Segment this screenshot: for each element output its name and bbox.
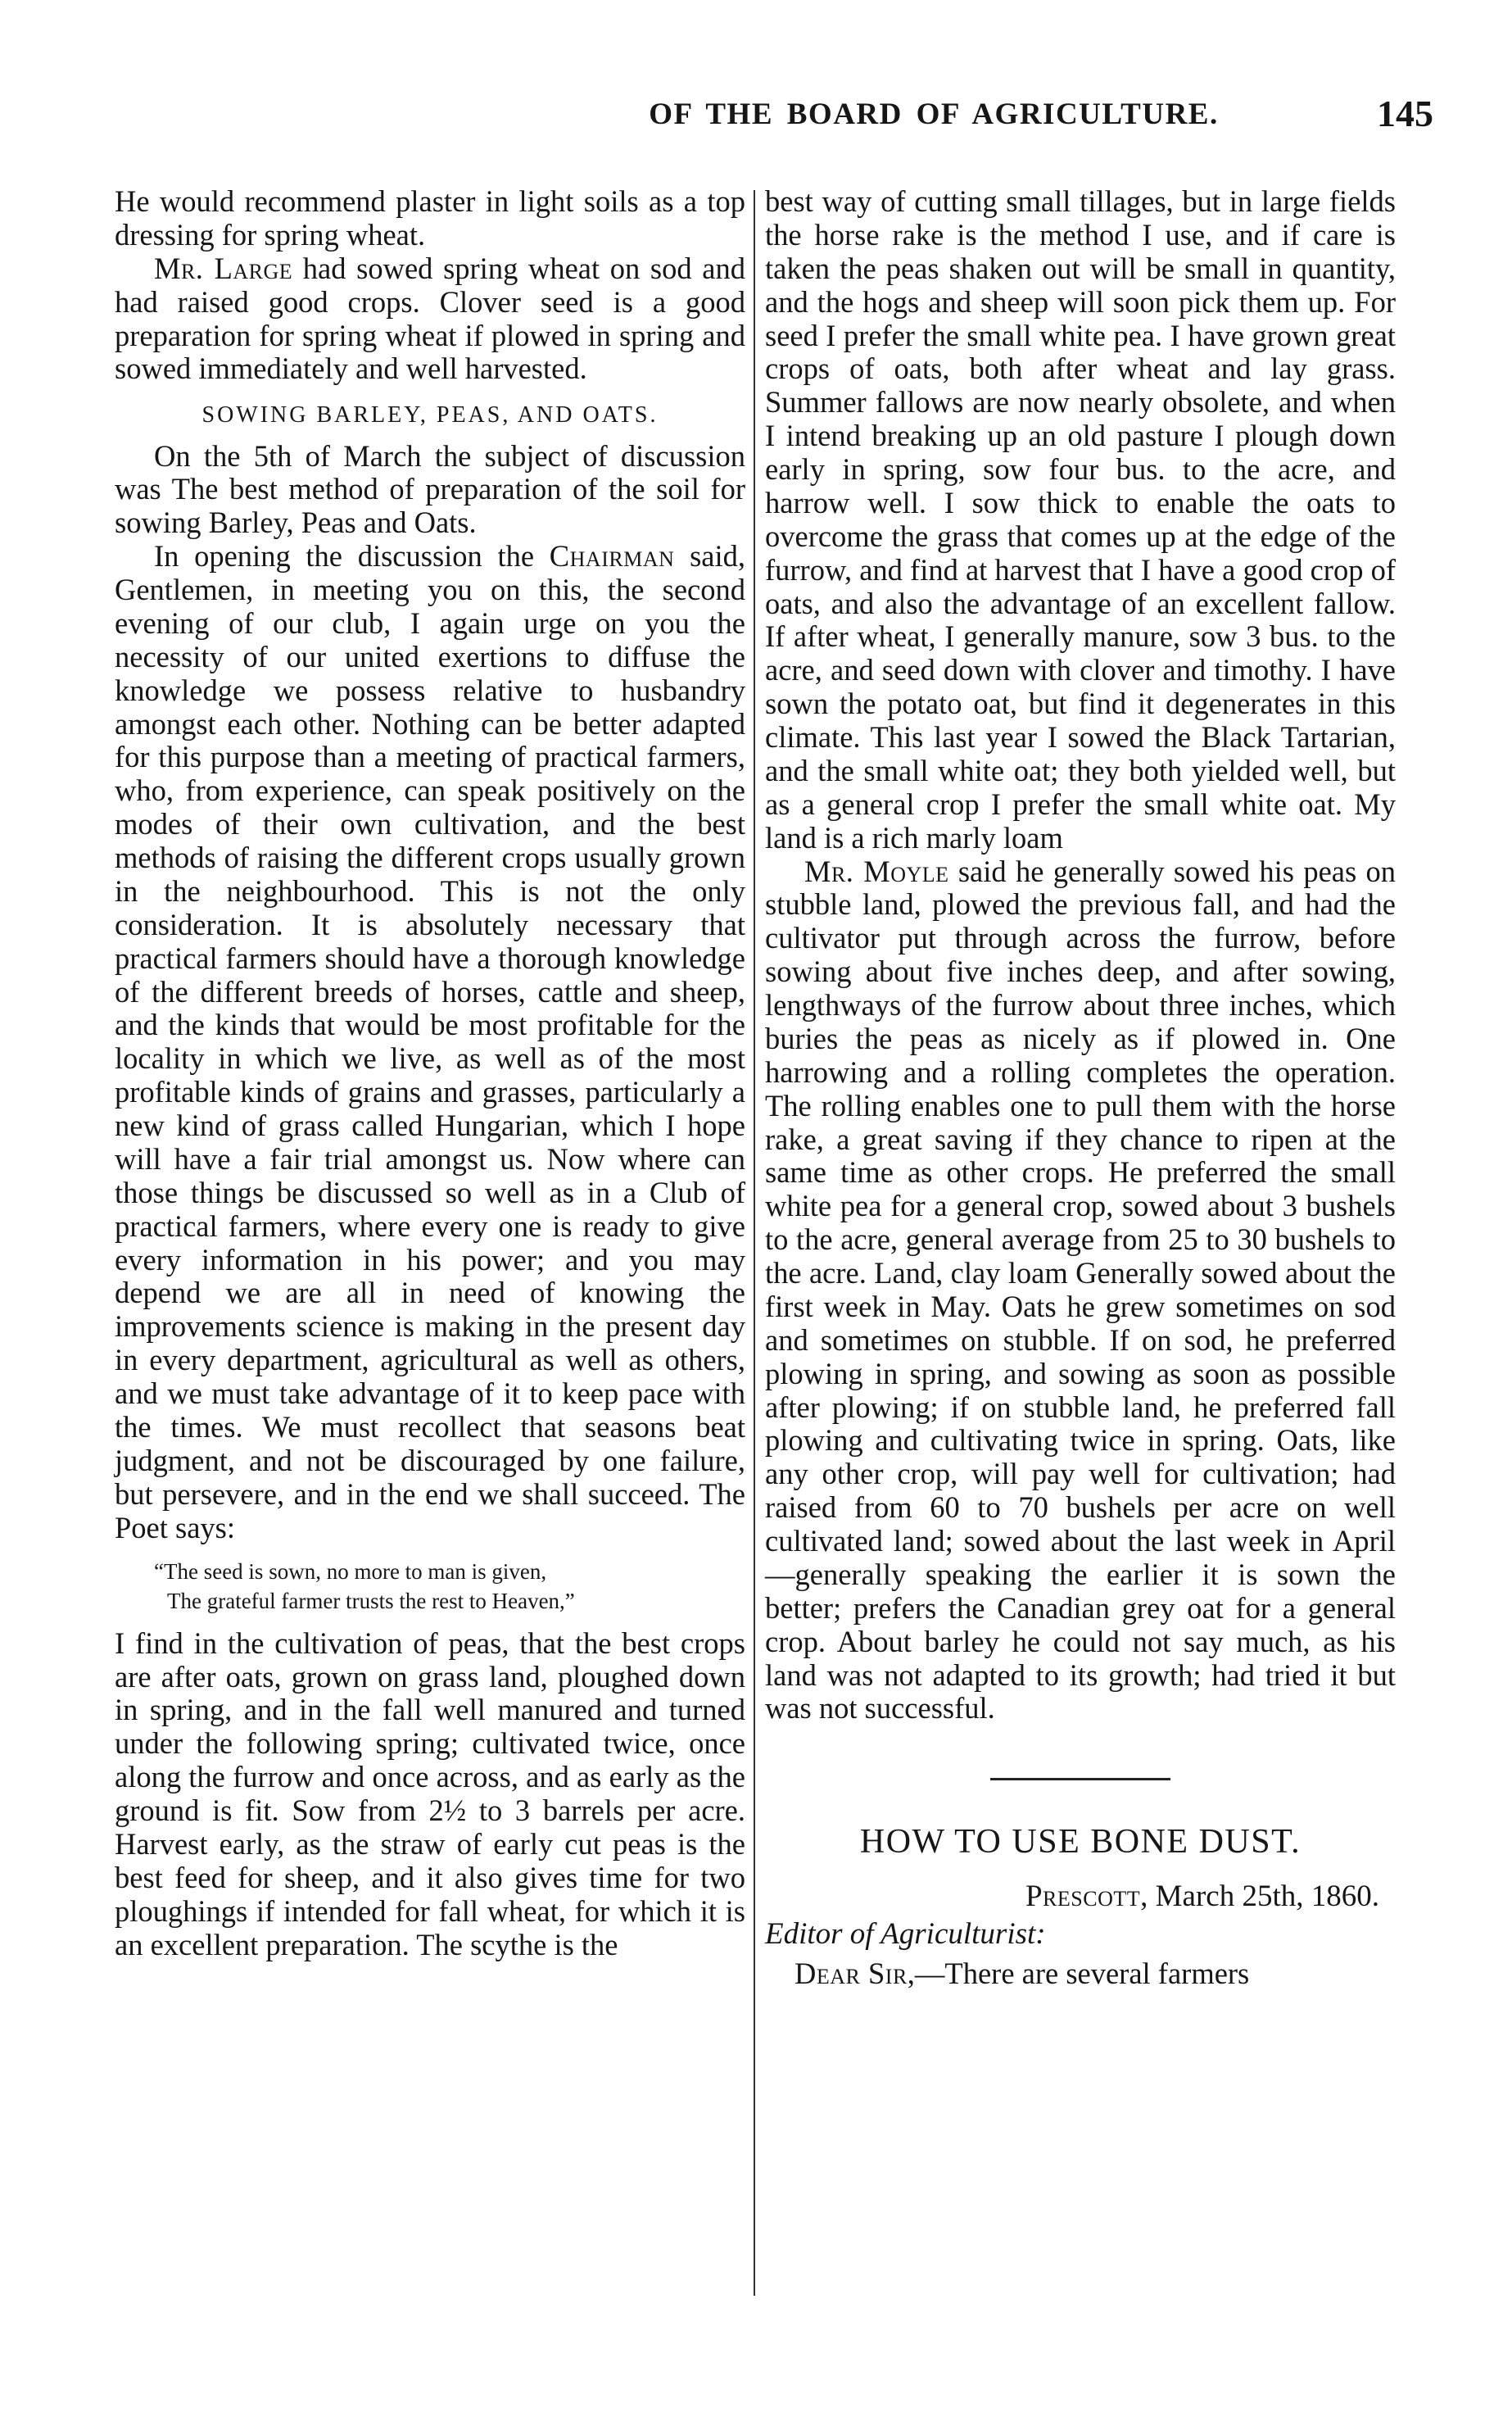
paragraph-text: said, Gentlemen, in meeting you on this, the second evening of our club, I again urge on you the necessity of our united exertions to diffuse the knowledge we possess relative to husbandry amongst each other. Nothing can be better adapted for this purpose than a meeting of practical farmers, who, from experience, can speak positively on the modes of their own cultivation, and the best methods of raising the different crops usually grown in the neighbourhood. This is not the only consideration. It is absolutely necessary that practical farmers should have a thorough knowledge of the different breeds of horses, cattle and sheep, and the kinds that would be most profitable for the locality in which we live, as well as of the most profitable kinds of grains and grasses, particularly a new kind of grass called Hungarian, which I hope will have a fair trial amongst us. Now where can those things be discussed so well as in a Club of practical farmers, where every one is ready to give every information in his power; and you may depend we are all in need of knowing the improvements science is making in the present day in every department, agricultural as well as others, and we must take advantage of it to keep pace with the times. We must recollect that seasons beat judgment, and not be discouraged by one failure, but persevere, and in the end we shall succeed. The Poet says:: [115, 539, 745, 1544]
paragraph-text: said he generally sowed his peas on stubble land, plowed the previous fall, and had the cultivator put through across the furrow, before sowing about five inches deep, and after sowing, lengthways of the furrow about three inches, which buries the peas as nicely as if plowed in. One harrowing and a rolling completes the operation. The rolling enables one to pull them with the horse rake, a great saving if they chance to ripen at the same time as other crops. He preferred the small white pea for a general crop, sowed about 3 bushels to the acre, general average from 25 to 30 bushels to the acre. Land, clay loam Generally sowed about the first week in May. Oats he grew sometimes on sod and sometimes on stubble. If on sod, he preferred plowing in spring, and sowing as soon as possible after plowing; if on stubble land, he preferred fall plowing and cultivating twice in spring. Oats, like any other crop, will pay well for cultivation; had raised from 60 to 70 bushels per acre on well cultivated land; sowed about the last week in April—generally speaking the earlier it is sown the better; prefers the Canadian grey oat for a general crop. About barley he could not say much, as his land was not adapted to its growth; had tried it but was not successful.: [765, 854, 1396, 1725]
salutation: Dear Sir: [794, 1957, 908, 1991]
paragraph-continued: best way of cutting small tillages, but in large fields the horse rake is the method I use, and if care is taken the peas shaken out will be small in quantity, and the hogs and sheep will soon pick them up. For seed I prefer the small white pea. I have grown great crops of oats, both after wheat and lay grass. Summer fallows are now nearly obsolete, and when I intend breaking up an old pasture I plough down early in spring, sow four bus. to the acre, and harrow well. I sow thick to enable the oats to overcome the grass that comes up at the edge of the furrow, and find at harvest that I have a good crop of oats, and also the advantage of an excellent fallow. If after wheat, I generally manure, sow 3 bus. to the acre, and seed down with clover and timothy. I have sown the potato oat, but find it degenerates in this climate. This last year I sowed the Black Tartarian, and the small white oat; they both yielded well, but as a general crop I prefer the small white oat. My land is a rich marly loam: [765, 184, 1396, 855]
speaker-name: Chairman: [549, 539, 675, 574]
paragraph-peas-cultivation: I find in the cultivation of peas, that the best crops are after oats, grown on grass land, ploughed down in spring, and in the fall well manured and turned under the following spring; cultivated twice, once along the furrow and once across, and as early as the ground is fit. Sow from 2½ to 3 barrels per acre. Harvest early, as the straw of early cut peas is the best feed for sheep, and it also gives time for two ploughings if intended for fall wheat, for which it is an excellent preparation. The scythe is the: [115, 1626, 745, 1961]
paragraph-mr-large: [115, 252, 745, 387]
paragraph-chairman: [115, 540, 745, 1544]
speaker-name: Mr. Large: [154, 251, 293, 285]
running-title: OF THE BOARD OF AGRICULTURE.: [649, 97, 1219, 131]
article-title: HOW TO USE BONE DUST.: [859, 1823, 1301, 1861]
dateline: [765, 1880, 1396, 1913]
left-column: [115, 185, 745, 1961]
paragraph-lead: In opening the discussion the: [154, 539, 550, 574]
dateline-place: Prescott: [1025, 1880, 1141, 1914]
poem-quote: [115, 1558, 745, 1615]
section-heading: SOWING BARLEY, PEAS, AND OATS.: [201, 402, 659, 429]
speaker-name: Mr. Moyle: [804, 854, 949, 888]
dateline-date: , March 25th, 1860.: [1140, 1880, 1379, 1914]
paragraph-discussion-topic: On the 5th of March the subject of discussion was The best method of preparation of the soil for sowing Barley, Peas and Oats.: [115, 438, 745, 540]
poem-line: “The seed is sown, no more to man is given,: [154, 1559, 547, 1585]
right-column: [765, 185, 1396, 1991]
poem-line: The grateful farmer trusts the rest to Heaven,”: [167, 1588, 575, 1613]
column-divider: [754, 190, 755, 2296]
section-rule: [990, 1778, 1170, 1780]
letter-opening: [765, 1957, 1396, 1991]
paragraph-plaster: He would recommend plaster in light soils as a top dressing for spring wheat.: [115, 184, 745, 252]
addressee: Editor of Agriculturist:: [765, 1916, 1046, 1951]
paragraph-mr-moyle: [765, 855, 1396, 1726]
paragraph-text: had sowed spring wheat on sod and had raised good crops. Clover seed is a good preparation for spring wheat if plowed in spring and sowed immediately and well harvested.: [115, 251, 745, 386]
page-number: 145: [1377, 93, 1433, 134]
letter-text: ,—There are several farmers: [907, 1957, 1250, 1991]
